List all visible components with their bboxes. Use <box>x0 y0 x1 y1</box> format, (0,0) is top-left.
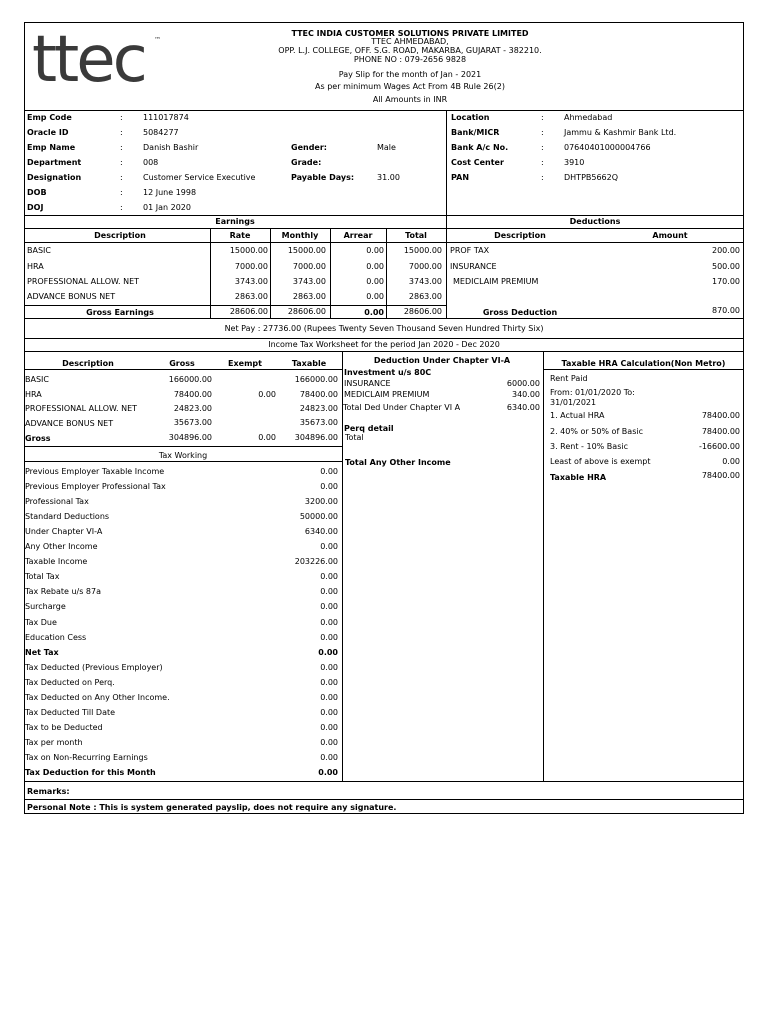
deductions-title: Deductions <box>569 217 621 226</box>
tax-working-label: Education Cess <box>25 632 87 642</box>
chapter6a-item: MEDICLAIM PREMIUM <box>344 390 430 399</box>
divider <box>24 242 744 243</box>
tax-working-value: 0.00 <box>318 768 338 777</box>
income-gross: 35673.00 <box>173 418 212 427</box>
income-header: Exempt <box>228 359 262 368</box>
emp-value: Danish Bashir <box>143 143 199 152</box>
tax-working-label: Tax Rebate u/s 87a <box>25 587 102 597</box>
emp-colon: : <box>120 158 123 167</box>
earnings-rate: 15000.00 <box>229 246 268 255</box>
emp-value: Jammu & Kashmir Bank Ltd. <box>564 128 677 137</box>
divider <box>24 215 744 216</box>
income-gross: 78400.00 <box>173 390 212 399</box>
emp-label: Department <box>27 158 82 167</box>
emp-value: 31.00 <box>377 173 400 182</box>
divider <box>386 228 387 318</box>
earnings-header: Monthly <box>281 231 319 240</box>
investment-80c-label: Investment u/s 80C <box>344 368 432 377</box>
earnings-monthly: 15000.00 <box>287 246 326 255</box>
tax-working-value: 0.00 <box>320 632 338 642</box>
emp-colon: : <box>541 128 544 137</box>
tax-working-value: 0.00 <box>320 572 338 582</box>
chapter6a-total-label: Total Ded Under Chapter VI A <box>343 403 461 412</box>
tax-working-value: 0.00 <box>318 647 338 657</box>
emp-label: Cost Center <box>451 158 504 167</box>
rent-paid-label: Rent Paid <box>550 374 588 383</box>
hra-calc-title: Taxable HRA Calculation(Non Metro) <box>561 359 726 368</box>
company-name: TTEC INDIA CUSTOMER SOLUTIONS PRIVATE LIMITED <box>291 29 529 38</box>
tax-working-value: 0.00 <box>320 737 338 747</box>
tax-working-label: Taxable Income <box>25 557 88 567</box>
earnings-desc: BASIC <box>27 246 51 255</box>
earnings-arrear: 0.00 <box>366 262 384 271</box>
hra-calc-label: Least of above is exempt <box>550 457 651 466</box>
tax-working-value: 0.00 <box>320 752 338 762</box>
worksheet-title: Income Tax Worksheet for the period Jan 2020 - Dec 2020 <box>268 340 500 349</box>
personal-note: Personal Note : This is system generated payslip, does not require any signature. <box>27 803 397 812</box>
tax-working-label: Under Chapter VI-A <box>25 527 103 537</box>
emp-label: Location <box>451 113 490 122</box>
chapter6a-amount: 340.00 <box>512 390 540 399</box>
gross-earnings-rate: 28606.00 <box>229 307 268 316</box>
emp-value: Ahmedabad <box>564 113 613 122</box>
tax-working-label: Tax Deducted on Any Other Income. <box>25 692 170 702</box>
deductions-header: Description <box>494 231 546 240</box>
emp-value: 3910 <box>564 158 585 167</box>
income-gross: 166000.00 <box>168 375 212 384</box>
hra-calc-value: 78400.00 <box>701 411 740 420</box>
deductions-header: Amount <box>652 231 688 240</box>
hra-calc-label: 1. Actual HRA <box>550 411 605 420</box>
tax-working-value: 3200.00 <box>304 497 338 507</box>
emp-label: Oracle ID <box>27 128 69 137</box>
chapter6a-total-amount: 6340.00 <box>506 403 540 412</box>
tax-working-label: Surcharge <box>25 602 66 612</box>
emp-value: Male <box>377 143 396 152</box>
tax-working-value: 0.00 <box>320 722 338 732</box>
income-gross-taxable: 304896.00 <box>294 433 338 442</box>
gross-deduction-label: Gross Deduction <box>482 308 558 317</box>
emp-colon: : <box>541 158 544 167</box>
hra-calc-value: -16600.00 <box>698 442 740 451</box>
tax-working-value: 0.00 <box>320 542 338 552</box>
divider <box>446 110 447 215</box>
emp-label: Grade: <box>291 158 322 167</box>
tax-working-value: 0.00 <box>320 482 338 492</box>
gross-earnings-arrear: 0.00 <box>364 308 384 317</box>
deduction-desc: INSURANCE <box>450 262 497 271</box>
emp-value: Customer Service Executive <box>143 173 256 182</box>
company-logo <box>30 20 170 100</box>
divider <box>543 369 744 370</box>
logo-text: ttec <box>32 23 145 97</box>
divider <box>24 461 342 462</box>
tax-working-label: Standard Deductions <box>25 512 110 522</box>
emp-value: 12 June 1998 <box>143 188 197 197</box>
emp-value: 008 <box>143 158 159 167</box>
income-gross-label: Gross <box>25 434 51 443</box>
logo-trademark: ™ <box>154 36 161 44</box>
divider <box>24 369 342 370</box>
emp-colon: : <box>120 143 123 152</box>
perq-total-label: Total <box>345 433 364 442</box>
divider <box>24 781 744 782</box>
emp-colon: : <box>541 113 544 122</box>
emp-label: Emp Code <box>27 113 72 122</box>
tax-working-label: Professional Tax <box>25 497 89 507</box>
earnings-arrear: 0.00 <box>366 292 384 301</box>
gross-earnings-total: 28606.00 <box>403 307 442 316</box>
taxable-hra-label: Taxable HRA <box>550 473 607 482</box>
earnings-desc: ADVANCE BONUS NET <box>27 292 116 301</box>
emp-label: DOB <box>27 188 47 197</box>
tax-working-value: 0.00 <box>320 692 338 702</box>
emp-value: 111017874 <box>143 113 189 122</box>
divider <box>24 228 744 229</box>
tax-working-label: Previous Employer Taxable Income <box>25 467 165 476</box>
earnings-total: 3743.00 <box>408 277 442 286</box>
tax-working-label: Tax on Non-Recurring Earnings <box>25 752 148 762</box>
chapter6a-item: INSURANCE <box>344 379 391 388</box>
divider <box>24 305 446 306</box>
tax-working-value: 0.00 <box>320 707 338 717</box>
emp-colon: : <box>120 128 123 137</box>
tax-working-label: Tax to be Deducted <box>25 722 103 732</box>
divider <box>24 446 342 447</box>
emp-colon: : <box>120 188 123 197</box>
gross-earnings-label: Gross Earnings <box>86 308 154 317</box>
hra-calc-value: 0.00 <box>722 457 740 466</box>
tax-working-label: Tax Deducted on Perq. <box>25 677 115 687</box>
tax-working-value: 0.00 <box>320 587 338 597</box>
earnings-title: Earnings <box>215 217 255 226</box>
earnings-header: Total <box>405 231 427 240</box>
divider <box>24 799 744 800</box>
divider <box>543 351 544 781</box>
gross-earnings-monthly: 28606.00 <box>287 307 326 316</box>
emp-value: 01 Jan 2020 <box>143 203 191 212</box>
divider <box>210 228 211 318</box>
deduction-amount: 200.00 <box>712 246 740 255</box>
hra-calc-label: 2. 40% or 50% of Basic <box>550 427 643 436</box>
emp-colon: : <box>120 113 123 122</box>
earnings-monthly: 7000.00 <box>292 262 326 271</box>
divider <box>342 351 343 781</box>
income-desc: HRA <box>25 390 42 399</box>
income-desc: BASIC <box>25 375 49 384</box>
divider <box>270 228 271 318</box>
emp-value: 5084277 <box>143 128 179 137</box>
hra-calc-label: 3. Rent - 10% Basic <box>550 442 628 451</box>
tax-working-value: 203226.00 <box>294 557 338 567</box>
earnings-monthly: 3743.00 <box>292 277 326 286</box>
earnings-header: Rate <box>229 231 251 240</box>
emp-label: Designation <box>27 173 82 182</box>
tax-working-label: Tax Deduction for this Month <box>25 768 156 777</box>
income-desc: PROFESSIONAL ALLOW. NET <box>25 404 138 413</box>
earnings-monthly: 2863.00 <box>292 292 326 301</box>
emp-value: 07640401000004766 <box>564 143 651 152</box>
earnings-arrear: 0.00 <box>366 277 384 286</box>
company-phone: PHONE NO : 079-2656 9828 <box>353 55 467 64</box>
remarks-label: Remarks: <box>27 787 70 796</box>
divider <box>446 215 447 318</box>
earnings-desc: PROFESSIONAL ALLOW. NET <box>27 277 140 286</box>
earnings-arrear: 0.00 <box>366 246 384 255</box>
emp-colon: : <box>120 173 123 182</box>
income-taxable: 35673.00 <box>299 418 338 427</box>
deduction-amount: 500.00 <box>712 262 740 271</box>
emp-label: DOJ <box>27 203 44 212</box>
income-taxable: 78400.00 <box>299 390 338 399</box>
earnings-header: Arrear <box>343 231 373 240</box>
chapter6a-title: Deduction Under Chapter VI-A <box>373 356 511 365</box>
tax-working-label: Tax Due <box>25 617 57 627</box>
emp-colon: : <box>541 173 544 182</box>
emp-colon: : <box>120 203 123 212</box>
tax-working-label: Net Tax <box>25 647 59 657</box>
earnings-rate: 3743.00 <box>234 277 268 286</box>
hra-period: From: 01/01/2020 To: 31/01/2021 <box>550 388 635 407</box>
emp-label: Payable Days: <box>291 173 355 182</box>
tax-working-label: Tax Deducted Till Date <box>25 707 116 717</box>
income-gross-total: 304896.00 <box>168 433 212 442</box>
company-branch: TTEC AHMEDABAD, <box>371 37 449 46</box>
chapter6a-amount: 6000.00 <box>506 379 540 388</box>
earnings-header: Description <box>94 231 146 240</box>
divider <box>24 338 744 339</box>
tax-working-label: Total Tax <box>25 572 60 582</box>
income-header: Taxable <box>291 359 327 368</box>
income-taxable: 24823.00 <box>299 404 338 413</box>
income-header: Description <box>62 359 114 368</box>
tax-working-value: 0.00 <box>320 662 338 672</box>
tax-working-label: Previous Employer Professional Tax <box>25 482 166 492</box>
tax-working-label: Tax per month <box>25 737 83 747</box>
deduction-amount: 170.00 <box>712 277 740 286</box>
divider <box>330 228 331 318</box>
tax-working-label: Tax Deducted (Previous Employer) <box>25 662 163 672</box>
deduction-desc: PROF TAX <box>450 246 490 255</box>
earnings-rate: 2863.00 <box>234 292 268 301</box>
wage-note: As per minimum Wages Act From 4B Rule 26(2) <box>315 82 505 91</box>
tax-working-value: 6340.00 <box>304 527 338 537</box>
tax-working-value: 0.00 <box>320 677 338 687</box>
other-income-label: Total Any Other Income <box>345 458 451 467</box>
tax-working-value: 0.00 <box>320 602 338 612</box>
emp-label: PAN <box>451 173 470 182</box>
tax-working-value: 50000.00 <box>299 512 338 522</box>
emp-value: DHTPB5662Q <box>564 173 619 182</box>
tax-working-label: Any Other Income <box>25 542 98 552</box>
income-header: Gross <box>169 359 195 368</box>
earnings-desc: HRA <box>27 262 44 271</box>
emp-colon: : <box>541 143 544 152</box>
tax-working-value: 0.00 <box>320 467 338 476</box>
taxable-hra-value: 78400.00 <box>701 471 740 480</box>
company-address: OPP. L.J. COLLEGE, OFF. S.G. ROAD, MAKARBA, GUJARAT - 382210. <box>278 46 542 55</box>
tax-working-title: Tax Working <box>158 451 208 460</box>
earnings-total: 15000.00 <box>403 246 442 255</box>
deduction-desc: MEDICLAIM PREMIUM <box>453 277 539 286</box>
divider <box>24 351 744 352</box>
emp-label: Emp Name <box>27 143 76 152</box>
net-pay: Net Pay : 27736.00 (Rupees Twenty Seven Thousand Seven Hundred Thirty Six) <box>224 324 544 333</box>
amounts-note: All Amounts in INR <box>372 95 448 104</box>
gross-deduction-amount: 870.00 <box>712 306 740 315</box>
perq-detail-label: Perq detail <box>344 424 394 433</box>
income-gross-exempt: 0.00 <box>258 433 276 442</box>
divider <box>24 318 744 319</box>
emp-label: Bank A/c No. <box>451 143 509 152</box>
emp-label: Gender: <box>291 143 327 152</box>
income-taxable: 166000.00 <box>294 375 338 384</box>
income-exempt: 0.00 <box>258 390 276 399</box>
earnings-total: 7000.00 <box>408 262 442 271</box>
hra-calc-value: 78400.00 <box>701 427 740 436</box>
payslip-title: Pay Slip for the month of Jan - 2021 <box>338 70 482 79</box>
income-gross: 24823.00 <box>173 404 212 413</box>
emp-label: Bank/MICR <box>451 128 500 137</box>
tax-working-value: 0.00 <box>320 617 338 627</box>
earnings-rate: 7000.00 <box>234 262 268 271</box>
earnings-total: 2863.00 <box>408 292 442 301</box>
income-desc: ADVANCE BONUS NET <box>25 419 114 428</box>
